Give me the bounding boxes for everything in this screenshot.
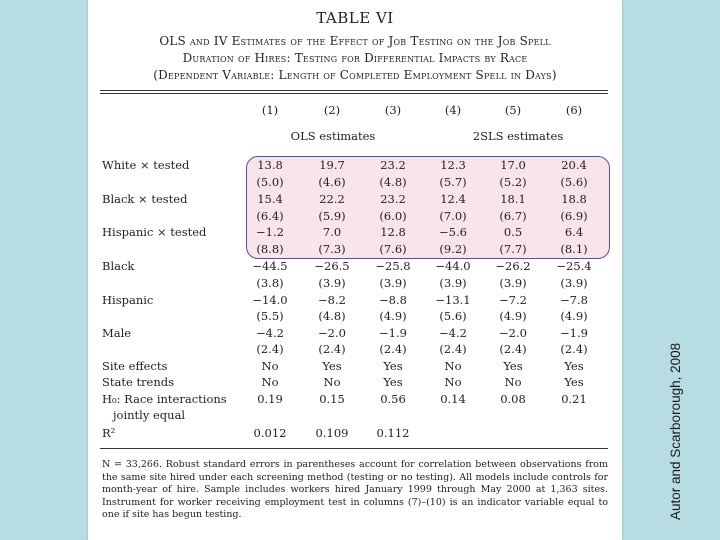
- table-cell: (3.9): [318, 276, 346, 290]
- column-number-2: (2): [323, 103, 341, 117]
- row-label: Hispanic: [102, 293, 154, 307]
- row-label: Male: [102, 326, 132, 340]
- table-cell: 23.2: [380, 158, 406, 172]
- table-cell: 17.0: [500, 158, 526, 172]
- table-number: TABLE VI: [316, 9, 394, 27]
- table-cell: (7.0): [439, 209, 467, 223]
- table-cell: (2.4): [439, 342, 467, 356]
- table-cell: (8.1): [560, 242, 588, 256]
- table-cell: (3.9): [499, 276, 527, 290]
- table-cell: Yes: [503, 359, 523, 373]
- table-cell: −26.5: [314, 259, 350, 273]
- table-cell: 15.4: [257, 192, 283, 206]
- table-cell: 0.14: [440, 392, 466, 406]
- table-cell: (4.8): [318, 309, 346, 323]
- row-label: Black × tested: [102, 192, 188, 206]
- table-cell: No: [444, 375, 462, 389]
- table-cell: Yes: [383, 375, 403, 389]
- row-label: White × tested: [102, 158, 190, 172]
- row-label: R²: [102, 426, 116, 440]
- table-cell: (5.6): [439, 309, 467, 323]
- source-caption: Autor and Scarborough, 2008: [668, 342, 683, 520]
- bottom-rule: [100, 448, 608, 449]
- table-cell: −8.8: [379, 293, 407, 307]
- row-label: Hispanic × tested: [102, 225, 207, 239]
- table-cell: 18.8: [561, 192, 587, 206]
- table-cell: (2.4): [560, 342, 588, 356]
- top-rule-double: [100, 93, 608, 94]
- table-notes: N = 33,266. Robust standard errors in parentheses account for correlation between observations from the same site hired under each screening method (testing or no testing). All models include controls for month-year of hire. Sample includes workers hired January 1999 through May 2000 at 1,363 sites. Instrument for worker receiving employment test in columns (7)–(10) is an indicator variable equal to one if site has begun testing.: [102, 459, 608, 520]
- table-cell: (7.3): [318, 242, 346, 256]
- table-cell: −7.2: [499, 293, 527, 307]
- table-cell: (6.4): [256, 209, 284, 223]
- column-group-2: 2SLS estimates: [472, 129, 564, 143]
- table-cell: −2.0: [318, 326, 346, 340]
- table-cell: (2.4): [379, 342, 407, 356]
- top-rule: [100, 90, 608, 91]
- table-cell: 20.4: [561, 158, 587, 172]
- table-cell: −44.0: [435, 259, 471, 273]
- table-cell: −26.2: [495, 259, 531, 273]
- row-label: State trends: [102, 375, 175, 389]
- table-cell: (3.9): [439, 276, 467, 290]
- table-cell: −1.9: [560, 326, 588, 340]
- table-cell: −5.6: [439, 225, 467, 239]
- row-label: jointly equal: [102, 408, 186, 422]
- table-cell: −25.8: [375, 259, 411, 273]
- row-label: H₀: Race interactions: [102, 392, 227, 406]
- table-cell: Yes: [564, 359, 584, 373]
- table-cell: 0.5: [503, 225, 523, 239]
- table-cell: (4.8): [379, 175, 407, 189]
- table-cell: 23.2: [380, 192, 406, 206]
- table-cell: (4.9): [560, 309, 588, 323]
- table-cell: (2.4): [256, 342, 284, 356]
- table-cell: 12.3: [440, 158, 466, 172]
- table-cell: (6.9): [560, 209, 588, 223]
- table-cell: No: [323, 375, 341, 389]
- table-cell: (6.7): [499, 209, 527, 223]
- column-number-3: (3): [384, 103, 402, 117]
- table-cell: −44.5: [252, 259, 288, 273]
- table-title-line-1: OLS and IV Estimates of the Effect of Job Testing on the Job Spell: [159, 34, 551, 48]
- table-cell: Yes: [564, 375, 584, 389]
- table-cell: No: [504, 375, 522, 389]
- table-cell: 0.109: [315, 426, 349, 440]
- table-cell: 13.8: [257, 158, 283, 172]
- table-cell: −25.4: [556, 259, 592, 273]
- table-cell: (3.9): [379, 276, 407, 290]
- table-cell: (2.4): [499, 342, 527, 356]
- table-cell: (3.8): [256, 276, 284, 290]
- table-cell: 0.112: [376, 426, 410, 440]
- table-cell: −4.2: [439, 326, 467, 340]
- table-cell: −14.0: [252, 293, 288, 307]
- table-cell: (4.9): [499, 309, 527, 323]
- table-cell: 7.0: [322, 225, 342, 239]
- table-cell: −8.2: [318, 293, 346, 307]
- table-cell: 0.012: [253, 426, 287, 440]
- table-cell: Yes: [322, 359, 342, 373]
- table-cell: −2.0: [499, 326, 527, 340]
- table-cell: (2.4): [318, 342, 346, 356]
- table-cell: (8.8): [256, 242, 284, 256]
- table-cell: (7.7): [499, 242, 527, 256]
- table-cell: (5.7): [439, 175, 467, 189]
- table-cell: 0.08: [500, 392, 526, 406]
- table-cell: (4.6): [318, 175, 346, 189]
- table-cell: Yes: [383, 359, 403, 373]
- table-cell: (4.9): [379, 309, 407, 323]
- paper-page: [88, 0, 622, 540]
- table-cell: 0.19: [257, 392, 283, 406]
- table-cell: 18.1: [500, 192, 526, 206]
- row-label: Site effects: [102, 359, 168, 373]
- table-cell: (3.9): [560, 276, 588, 290]
- table-cell: (5.6): [560, 175, 588, 189]
- table-cell: (5.9): [318, 209, 346, 223]
- column-number-6: (6): [565, 103, 583, 117]
- table-cell: −1.9: [379, 326, 407, 340]
- table-cell: (5.0): [256, 175, 284, 189]
- table-cell: (6.0): [379, 209, 407, 223]
- table-title-line-3: (Dependent Variable: Length of Completed Employment Spell in Days): [153, 68, 557, 82]
- table-cell: (5.2): [499, 175, 527, 189]
- table-cell: −1.2: [256, 225, 284, 239]
- table-title-line-2: Duration of Hires: Testing for Differential Impacts by Race: [182, 51, 528, 65]
- table-cell: No: [444, 359, 462, 373]
- table-cell: −7.8: [560, 293, 588, 307]
- table-cell: (9.2): [439, 242, 467, 256]
- table-cell: 6.4: [564, 225, 584, 239]
- table-cell: 12.8: [380, 225, 406, 239]
- column-group-1: OLS estimates: [290, 129, 376, 143]
- table-cell: (5.5): [256, 309, 284, 323]
- table-cell: −13.1: [435, 293, 471, 307]
- table-cell: 19.7: [319, 158, 345, 172]
- table-cell: 0.56: [380, 392, 406, 406]
- table-cell: 0.15: [319, 392, 345, 406]
- table-cell: (7.6): [379, 242, 407, 256]
- table-cell: −4.2: [256, 326, 284, 340]
- table-cell: 22.2: [319, 192, 345, 206]
- column-number-5: (5): [504, 103, 522, 117]
- table-cell: No: [261, 375, 279, 389]
- table-cell: No: [261, 359, 279, 373]
- table-cell: 12.4: [440, 192, 466, 206]
- row-label: Black: [102, 259, 135, 273]
- table-cell: 0.21: [561, 392, 587, 406]
- column-number-4: (4): [444, 103, 462, 117]
- column-number-1: (1): [261, 103, 279, 117]
